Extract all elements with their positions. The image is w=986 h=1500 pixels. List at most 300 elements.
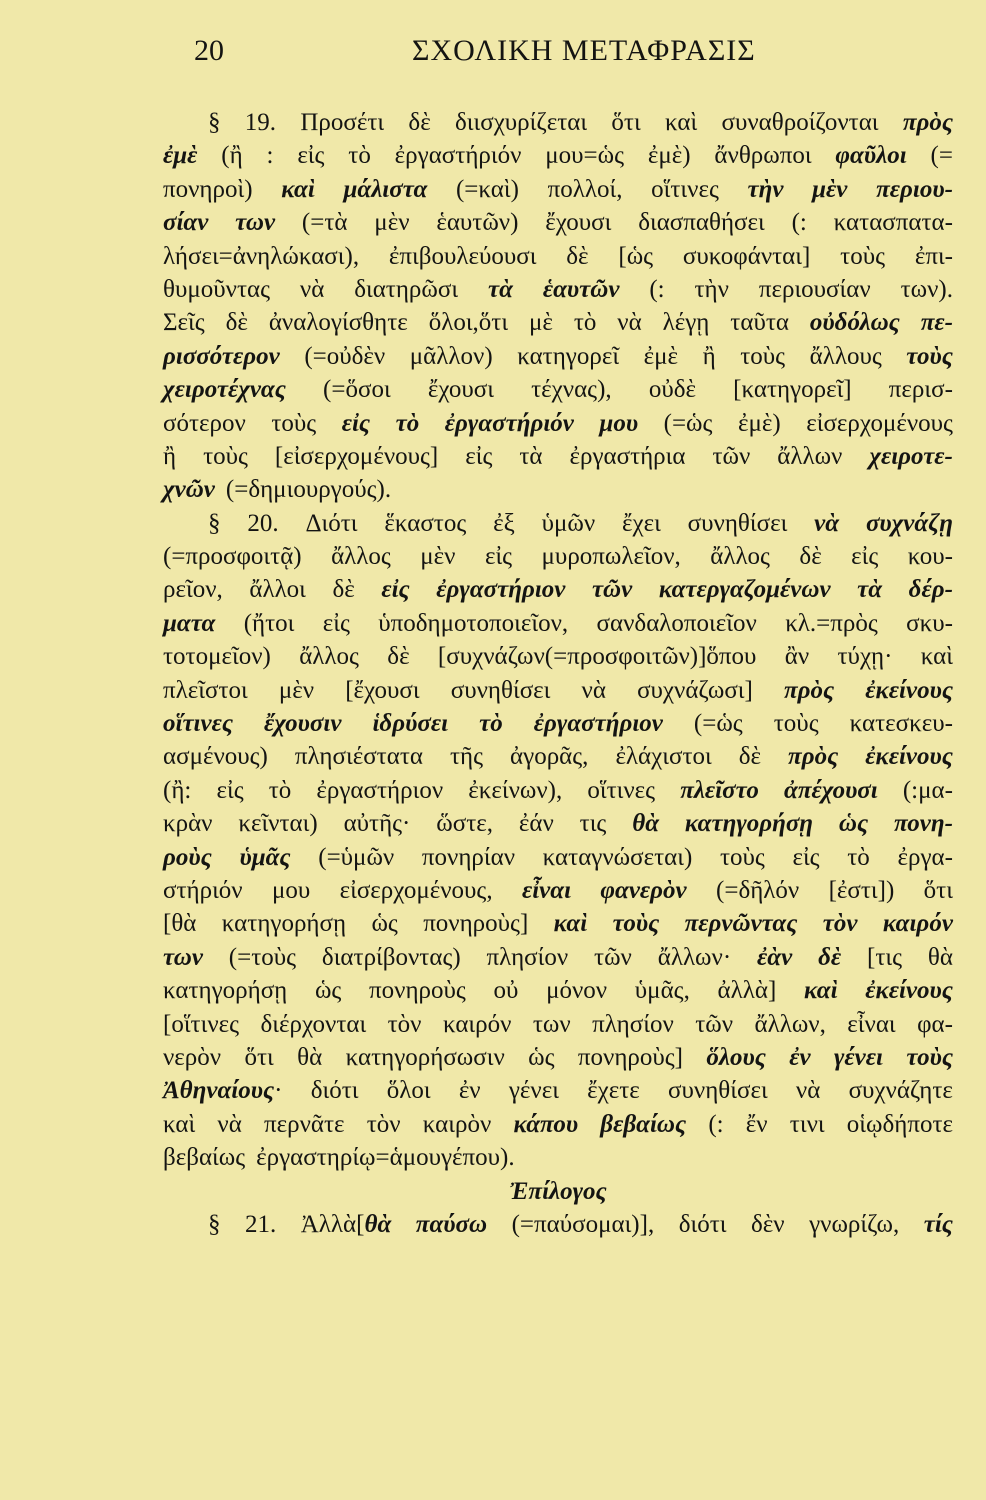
word — [857, 573, 882, 606]
emphasized-word: χειροτέχνας — [163, 376, 286, 404]
emphasized-word: τὸ — [479, 710, 503, 738]
word: εἰς — [322, 609, 350, 637]
word: ἄλλων — [777, 442, 843, 470]
word — [685, 807, 813, 840]
word: των). — [900, 275, 953, 303]
word: εἰς — [792, 843, 820, 871]
word: λήσει=ἀνηλώκασι), — [163, 242, 360, 270]
word — [416, 1208, 487, 1241]
word: ἄλλους — [809, 342, 882, 370]
word: εἰς — [465, 442, 493, 470]
word: τινι — [789, 1110, 825, 1138]
word — [865, 974, 953, 1007]
word: τὸν — [387, 1010, 422, 1038]
word — [865, 674, 953, 707]
word: τὸ — [847, 843, 870, 871]
word: [ὡς — [618, 242, 654, 270]
text-line — [163, 1141, 953, 1174]
text-line — [163, 674, 953, 707]
word — [163, 340, 280, 373]
running-title: ΣΧΟΛΙΚΗ ΜΕΤΑΦΡΑΣΙΣ — [412, 34, 756, 67]
word: καὶ — [163, 1110, 196, 1138]
word — [883, 907, 953, 940]
emphasized-word: των — [163, 943, 203, 971]
word: τὸ — [268, 776, 292, 804]
running-head — [194, 34, 774, 80]
word: καιρόν — [442, 1010, 512, 1038]
emphasized-word: περιου- — [876, 175, 953, 203]
word: νὰ — [617, 309, 642, 337]
word — [264, 707, 341, 740]
word: δὲ — [408, 109, 431, 136]
emphasized-word: πρὸς — [902, 109, 953, 136]
word: 21. — [245, 1210, 277, 1238]
word: τοὺς — [719, 843, 765, 871]
word: κλ.=πρὸς — [785, 609, 878, 637]
word: (=δημιουργούς). — [225, 476, 392, 504]
word: συχνάζητε — [848, 1077, 953, 1105]
word: μὲν — [420, 543, 456, 571]
emphasized-word: ἐργαστήριόν — [444, 409, 574, 437]
word — [906, 340, 953, 373]
emphasized-word: εἶναι — [521, 876, 572, 904]
text-line — [163, 941, 953, 974]
emphasized-word: ἐμὲ — [163, 142, 198, 170]
word — [906, 1041, 953, 1074]
emphasized-word: δὲ — [818, 943, 842, 971]
word: ἄλλων· — [657, 943, 732, 971]
word — [592, 573, 632, 606]
word: (ἢ — [221, 142, 243, 170]
word: οἵτινες — [651, 175, 719, 203]
emphasized-word: τοὺς — [906, 1043, 953, 1071]
word — [839, 807, 868, 840]
word: δὲ — [566, 242, 589, 270]
word: ἄνθρωποι — [714, 142, 812, 170]
word: (ἤτοι — [243, 609, 295, 637]
word — [818, 941, 841, 974]
word: μου=ὡς — [545, 142, 624, 170]
word — [396, 407, 420, 440]
word: (: — [649, 275, 665, 303]
emphasized-word: τίς — [923, 1210, 953, 1238]
text-line — [163, 540, 953, 573]
word: § — [208, 109, 221, 136]
emphasized-word: μὲν — [812, 175, 848, 203]
word: καταγνώσεται) — [542, 843, 693, 871]
emphasized-word: μάλιστα — [343, 175, 428, 203]
word — [554, 907, 588, 940]
word: κατηγορήσωσιν — [345, 1043, 505, 1071]
word: πλησίον — [592, 1010, 674, 1038]
word: (=τοὺς — [228, 943, 297, 971]
word: πονηροὺς — [369, 977, 466, 1005]
word: (: — [791, 209, 807, 237]
word: τῆς — [450, 743, 484, 771]
emphasized-word: ροὺς — [163, 843, 212, 871]
text-line — [163, 306, 953, 339]
word — [343, 173, 427, 206]
word: : — [266, 142, 274, 170]
word: θὰ — [927, 943, 953, 971]
word: Προσέτι — [300, 109, 385, 136]
word: κατηγορεῖ — [517, 342, 620, 370]
word: καὶ — [664, 109, 698, 136]
word — [835, 139, 906, 172]
word: διότι — [678, 1210, 727, 1238]
emphasized-word: οὐδόλως — [809, 309, 900, 337]
word: αὐτῆς· — [343, 810, 411, 838]
word: ἀναλογίσθητε — [268, 309, 408, 337]
text-line — [163, 607, 953, 640]
word: (=ὡς — [693, 710, 743, 738]
emphasized-word: ἐκείνους — [865, 977, 953, 1005]
word: (=ὑμῶν — [318, 843, 395, 871]
word: σανδαλοποιεῖον — [596, 609, 757, 637]
word — [748, 173, 784, 206]
word: οἱῳδήποτε — [846, 1110, 953, 1138]
emphasized-word: πρὸς — [783, 676, 835, 704]
emphasized-word: τοὺς — [612, 910, 660, 938]
text-line — [163, 173, 953, 206]
emphasized-word: καιρόν — [882, 910, 953, 938]
word — [163, 206, 208, 239]
emphasized-word: τοὺς — [906, 342, 953, 370]
word: ἐργαστήριόν — [394, 142, 522, 170]
word — [488, 273, 513, 306]
word: μυροπωλεῖον, — [541, 543, 681, 571]
word: (=ὅσοι — [323, 376, 391, 404]
word: (= — [930, 142, 953, 170]
word: ἐπιβουλεύουσι — [388, 242, 537, 270]
word: περισ- — [888, 376, 953, 404]
word: ὥστε, — [436, 810, 493, 838]
word — [921, 306, 953, 339]
word — [865, 740, 953, 773]
word — [894, 807, 953, 840]
word: γνωρίζω, — [809, 1210, 900, 1238]
word: γένει — [508, 1077, 559, 1105]
emphasized-word: πονη- — [894, 810, 953, 838]
word: ὅτι — [244, 1043, 274, 1071]
word: συνηθίσει — [668, 1077, 768, 1105]
word: νὰ — [795, 1077, 821, 1105]
emphasized-word: πρὸς — [788, 743, 839, 771]
word: ἄλλος — [299, 643, 359, 671]
word: ἐμὲ — [643, 342, 679, 370]
word — [812, 173, 847, 206]
page-number: 20 — [194, 34, 224, 67]
text-line — [163, 640, 953, 673]
word: ταῦτα — [730, 309, 789, 337]
emphasized-word: χνῶν — [163, 476, 215, 504]
word: ἔχει — [622, 509, 661, 537]
word: οὐδὲ — [648, 376, 696, 404]
word — [436, 573, 565, 606]
word: δὲ — [225, 309, 248, 337]
emphasized-word: φαῦλοι — [835, 142, 907, 170]
word — [163, 139, 197, 172]
word: εἰς — [851, 543, 879, 571]
word: διατρίβοντας) — [321, 943, 461, 971]
word: (=παύσομαι)], — [511, 1210, 655, 1238]
word: σκυ- — [906, 609, 953, 637]
word: μὲν — [278, 676, 315, 704]
word — [372, 707, 448, 740]
word: τοὺς — [773, 710, 819, 738]
word — [784, 674, 834, 707]
word — [685, 907, 798, 940]
word: § — [208, 1210, 221, 1238]
word: ὑποδημοτοποιεῖον, — [378, 609, 569, 637]
word: θυμοῦντας — [163, 275, 270, 303]
word: ὡς — [314, 977, 342, 1005]
word: ἢ — [702, 342, 716, 370]
word: ὑμῶν — [541, 509, 596, 537]
text-line — [163, 206, 953, 239]
word: 20. — [247, 509, 279, 537]
word: στήριόν — [163, 876, 243, 904]
word: τοτομεῖον) — [163, 643, 271, 671]
text-line — [163, 473, 953, 506]
word: ἀλλὰ] — [717, 977, 777, 1005]
word — [788, 740, 838, 773]
word: [συχνάζων(=προσφοιτῶν)]ὅπου — [437, 643, 757, 671]
text-line — [163, 740, 953, 773]
word: συνηθίσει — [687, 509, 788, 537]
word: σότερον — [163, 409, 246, 437]
word: περνᾶτε — [263, 1110, 345, 1138]
word — [659, 573, 831, 606]
text-line — [163, 1108, 953, 1141]
word: ἂν — [784, 643, 810, 671]
word: ασμένους) — [163, 743, 268, 771]
word: ἐν — [458, 1077, 481, 1105]
word: ἐάν — [518, 810, 554, 838]
word — [163, 707, 233, 740]
emphasized-word: συχνάζῃ — [865, 509, 953, 537]
word: ἔχουσι — [545, 209, 612, 237]
word: ἐργαστήρια — [569, 442, 686, 470]
word: ἔν — [745, 1110, 768, 1138]
word: πλησιέστατα — [294, 743, 423, 771]
word: ὅτι — [611, 109, 641, 136]
word: βεβαίως — [163, 1144, 246, 1172]
word: ἐξ — [493, 509, 515, 537]
word: κου- — [907, 543, 953, 571]
body-text — [163, 106, 953, 1241]
text-line — [163, 240, 953, 273]
word: ἄλλος — [331, 543, 391, 571]
word: καὶ — [920, 643, 953, 671]
word: μᾶλλον) — [409, 342, 493, 370]
word: καιρὸν — [422, 1110, 492, 1138]
text-line — [163, 340, 953, 373]
word: κατηγορήσῃ — [163, 977, 288, 1005]
word — [445, 407, 574, 440]
word: μὲν — [374, 209, 410, 237]
word: ἐκείνων), — [468, 776, 563, 804]
word — [757, 941, 792, 974]
word: (=τὰ — [301, 209, 348, 237]
emphasized-word: ματα — [163, 609, 216, 637]
word — [163, 373, 286, 406]
word: πονηροὺς] — [423, 910, 529, 938]
word: (=καὶ) — [455, 175, 519, 203]
word: πονηροὶ) — [163, 175, 253, 203]
emphasized-word: ἐργαστήριον — [533, 710, 663, 738]
word: κατηγορήσῃ — [221, 910, 347, 938]
word: ἔχουσι — [427, 376, 494, 404]
text-line — [163, 1074, 953, 1107]
word: τῶν — [594, 943, 632, 971]
word — [814, 507, 839, 540]
word: ἐμὲ) — [647, 142, 691, 170]
emphasized-word: τὸ — [395, 409, 420, 437]
emphasized-word: Ἀθηναίους — [163, 1077, 275, 1105]
word: [εἰσερχομένους] — [274, 442, 439, 470]
text-line — [163, 273, 953, 306]
text-line — [163, 139, 953, 172]
emphasized-word: ὡς — [838, 810, 869, 838]
word — [869, 440, 953, 473]
text-line — [163, 774, 953, 807]
word: συκοφάνται] — [682, 242, 811, 270]
word: (=ὡς — [663, 409, 713, 437]
word: νερὸν — [163, 1043, 222, 1071]
word: λέγῃ — [662, 309, 710, 337]
word — [866, 507, 953, 540]
word: Ἀλλὰ[θὰ — [300, 1210, 392, 1238]
word: ἔχετε — [587, 1077, 640, 1105]
text-line — [163, 841, 953, 874]
word: ἐργα- — [897, 843, 953, 871]
word — [680, 774, 759, 807]
word: (=οὐδὲν — [304, 342, 386, 370]
word: κεῖνται) — [238, 810, 318, 838]
word: συνηθίσει — [450, 676, 551, 704]
text-line — [163, 807, 953, 840]
word: ἄλλος — [710, 543, 770, 571]
word — [903, 106, 953, 139]
word: τὰ — [519, 442, 543, 470]
word — [163, 607, 215, 640]
word: δὲν — [751, 1210, 785, 1238]
word: συχνάζωσι] — [637, 676, 753, 704]
word: (=προσφοιτᾷ) — [163, 543, 302, 571]
word — [924, 1208, 953, 1241]
word: ἑαυτῶν) — [436, 209, 519, 237]
word — [522, 874, 571, 907]
word — [632, 807, 659, 840]
emphasized-word: εἰς — [341, 409, 371, 437]
word: (=δῆλόν — [716, 876, 800, 904]
emphasized-word: γένει — [834, 1043, 883, 1071]
emphasized-word: ἐργαστήριον — [436, 576, 566, 604]
word: τοὺς — [271, 409, 317, 437]
emphasized-word: κάπου — [513, 1110, 579, 1138]
word: τοὺς — [203, 442, 248, 470]
emphasized-word: ἱδρύσει — [372, 710, 449, 738]
section-heading: Ἐπίλογος — [509, 1177, 607, 1205]
word — [823, 907, 858, 940]
emphasized-word: μου — [599, 409, 639, 437]
word — [163, 841, 212, 874]
emphasized-word: φανερὸν — [600, 876, 687, 904]
word: ἐπι- — [914, 242, 953, 270]
word: κατασπατα- — [833, 209, 953, 237]
word: [θὰ — [163, 910, 197, 938]
word — [789, 1041, 810, 1074]
text-line — [163, 1208, 953, 1241]
word — [163, 941, 203, 974]
word: ἐργαστηρίῳ=ἁμουγέπου). — [256, 1144, 515, 1172]
word: τῶν — [695, 1010, 734, 1038]
word: πολλοί, — [547, 175, 623, 203]
emphasized-word: νὰ — [814, 509, 840, 537]
word: κατεσκευ- — [849, 710, 953, 738]
emphasized-word: καὶ — [553, 910, 588, 938]
emphasized-word: τὸν — [822, 910, 858, 938]
word — [381, 573, 409, 606]
text-line — [163, 707, 953, 740]
word: [ἐστι]) — [828, 876, 895, 904]
word: § — [208, 509, 221, 537]
word: ἢ — [163, 442, 177, 470]
word: [ἔχουσι — [345, 676, 420, 704]
word: πλεῖστοι — [163, 676, 248, 704]
word: διέρχονται — [260, 1010, 367, 1038]
word: ὡς — [528, 1043, 555, 1071]
text-line — [163, 106, 953, 139]
emphasized-word: ἐὰν — [757, 943, 793, 971]
emphasized-word: δέρ- — [908, 576, 953, 604]
word: περιουσίαν — [758, 275, 871, 303]
word: ἐργαστήριον — [316, 776, 444, 804]
word: ρεῖον, — [163, 576, 223, 604]
word — [513, 1108, 578, 1141]
emphasized-word: περνῶντας — [684, 910, 798, 938]
word: μόνον — [546, 977, 608, 1005]
word: πλησίον — [486, 943, 569, 971]
emphasized-word: των — [235, 209, 276, 237]
word: Ἀθηναίους· — [163, 1077, 283, 1105]
emphasized-word: ἐκείνους — [865, 676, 953, 704]
word — [342, 407, 370, 440]
word: τύχῃ· — [837, 643, 893, 671]
word — [239, 841, 290, 874]
word: [τις — [867, 943, 903, 971]
word: (ἢ: — [163, 776, 192, 804]
word — [706, 1041, 766, 1074]
word: ἀγορᾶς, — [510, 743, 589, 771]
word: ἄλλοι — [249, 576, 306, 604]
word — [613, 907, 660, 940]
word: ὅλοι,ὅτι — [428, 309, 509, 337]
word: τὸν — [366, 1110, 401, 1138]
word: διασπαθήσει — [638, 209, 765, 237]
word — [600, 1108, 686, 1141]
word: πονηρίαν — [421, 843, 515, 871]
emphasized-word: ὅλους — [706, 1043, 766, 1071]
word — [534, 707, 663, 740]
word: τὸ — [573, 309, 597, 337]
text-line — [163, 874, 953, 907]
word: δὲ — [799, 543, 822, 571]
word: τῶν — [712, 442, 751, 470]
word: ὅτι — [923, 876, 953, 904]
emphasized-word: ἔχουσιν — [264, 710, 342, 738]
